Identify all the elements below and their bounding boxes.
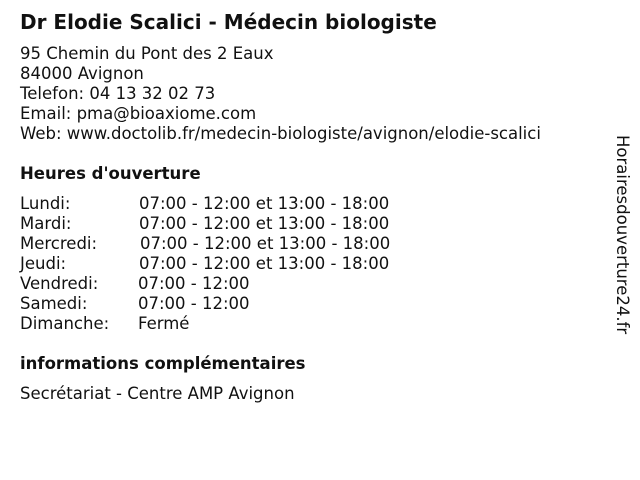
day-label: Mercredi:: [20, 234, 98, 253]
day-hours: 07:00 - 12:00: [138, 274, 250, 293]
hours-row-tuesday: [20, 214, 440, 234]
day-label: Vendredi:: [20, 274, 99, 293]
contact-block: [20, 44, 541, 144]
additional-info-text: Secrétariat - Centre AMP Avignon: [20, 384, 295, 403]
day-label: Mardi:: [20, 214, 72, 233]
hours-row-saturday: [20, 294, 440, 314]
page-title: Dr Elodie Scalici - Médecin biologiste: [20, 10, 437, 34]
opening-hours-heading: Heures d'ouverture: [20, 164, 201, 183]
address-street: 95 Chemin du Pont des 2 Eaux: [20, 44, 274, 63]
additional-info-heading: informations complémentaires: [20, 354, 306, 373]
day-label: Dimanche:: [20, 314, 110, 333]
hours-row-friday: [20, 274, 440, 294]
address-city: 84000 Avignon: [20, 64, 144, 83]
day-label: Jeudi:: [20, 254, 67, 273]
day-hours: 07:00 - 12:00 et 13:00 - 18:00: [140, 234, 391, 253]
hours-row-sunday: [20, 314, 440, 334]
phone-text: Telefon: 04 13 32 02 73: [20, 84, 216, 103]
day-hours: 07:00 - 12:00: [138, 294, 250, 313]
site-watermark: Horairesdouverture24.fr: [613, 135, 632, 335]
day-hours: 07:00 - 12:00 et 13:00 - 18:00: [139, 194, 390, 213]
day-hours: 07:00 - 12:00 et 13:00 - 18:00: [139, 214, 390, 233]
hours-row-wednesday: [20, 234, 440, 254]
day-hours: 07:00 - 12:00 et 13:00 - 18:00: [139, 254, 390, 273]
hours-row-monday: [20, 194, 440, 214]
day-label: Lundi:: [20, 194, 71, 213]
day-hours: Fermé: [138, 314, 190, 333]
day-label: Samedi:: [20, 294, 88, 313]
opening-hours-table: [20, 194, 440, 334]
website-text: Web: www.doctolib.fr/medecin-biologiste/avignon/elodie-scalici: [20, 124, 541, 143]
hours-row-thursday: [20, 254, 440, 274]
email-text: Email: pma@bioaxiome.com: [20, 104, 257, 123]
